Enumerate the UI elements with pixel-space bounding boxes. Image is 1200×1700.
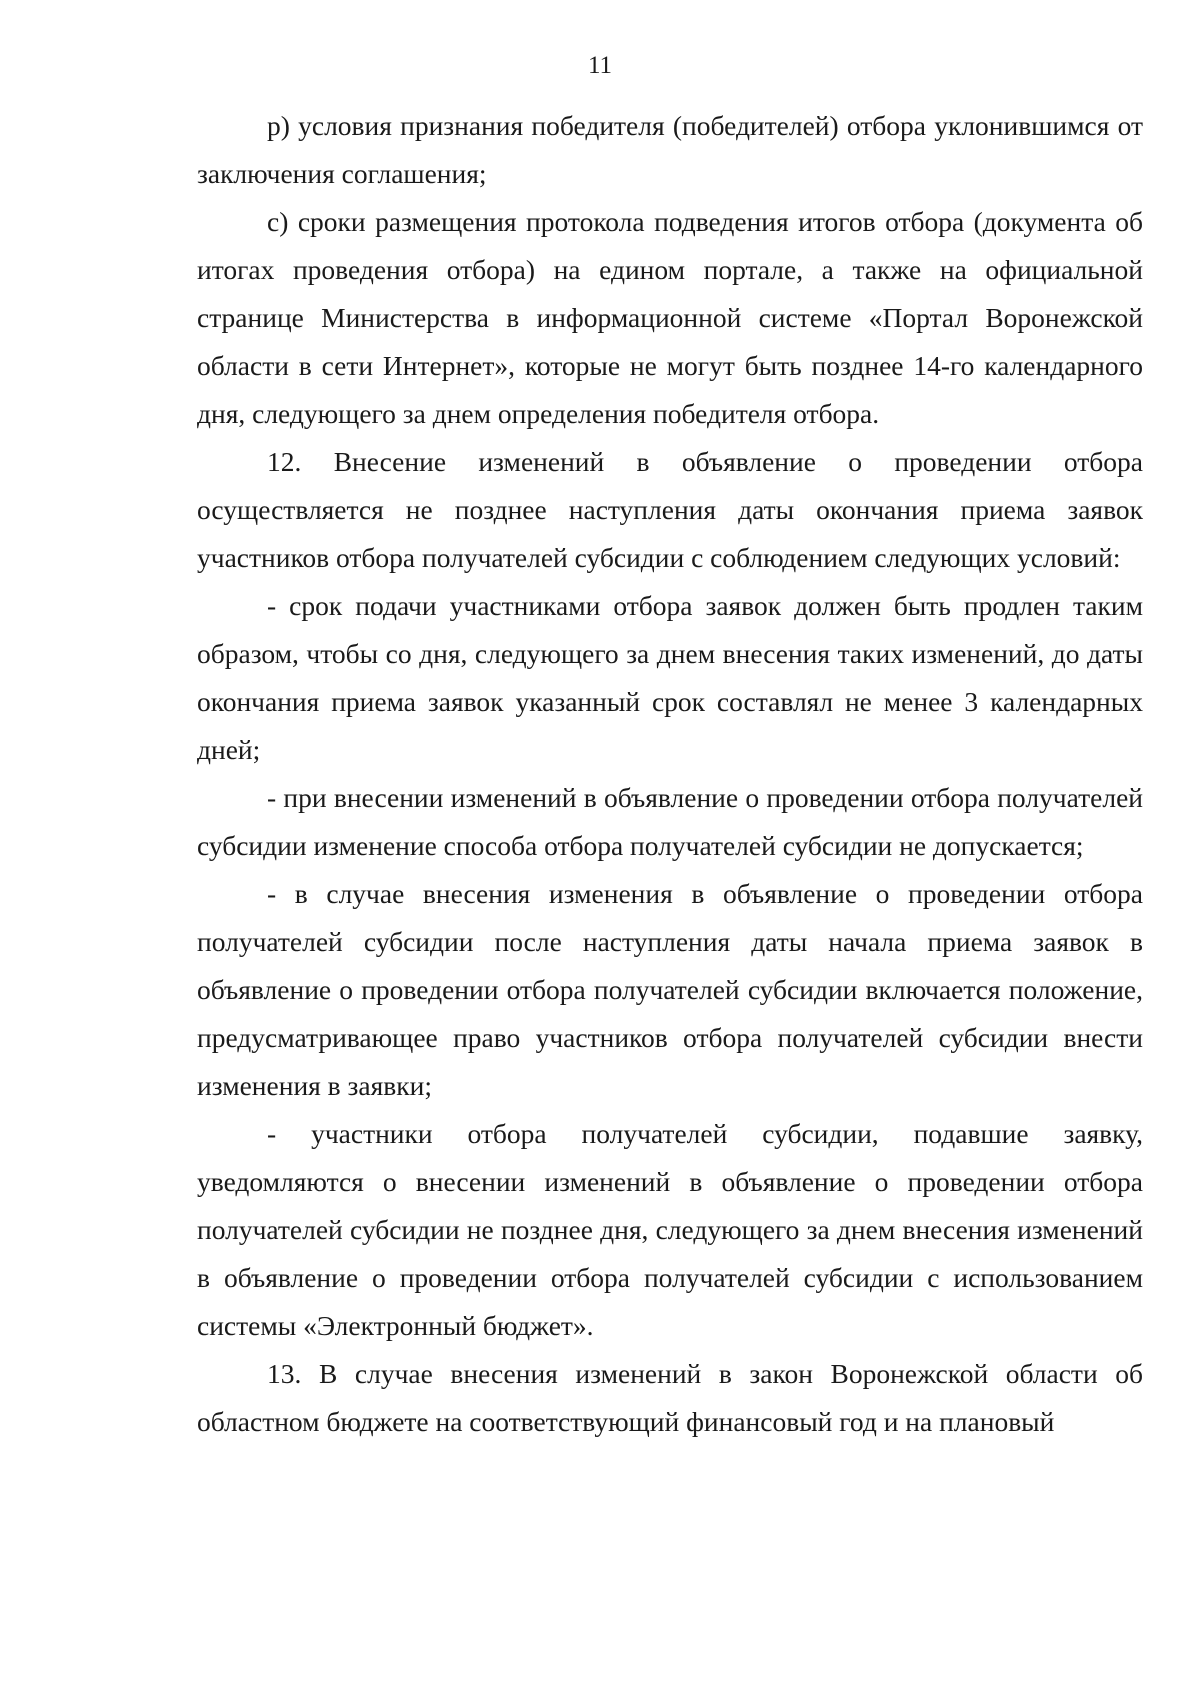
document-body (197, 102, 1143, 1446)
paragraph-bullet-2: - при внесении изменений в объявление о проведении отбора получателей субсидии изменение способа отбора получателей субсидии не допускается; (197, 782, 1143, 861)
paragraph-13: 13. В случае внесения изменений в закон Воронежской области об областном бюджете на соответствующий финансовый год и на плановый (197, 1358, 1143, 1437)
paragraph-12: 12. Внесение изменений в объявление о проведении отбора осуществляется не позднее наступления даты окончания приема заявок участников отбора получателей субсидии с соблюдением следующих условий: (197, 446, 1143, 573)
paragraph-s: с) сроки размещения протокола подведения итогов отбора (документа об итогах проведения отбора) на едином портале, а также на официальной странице Министерства в информационной системе «Портал Воронежской области в сети Интернет», которые не могут быть позднее 14-го календарного дня, следующего за днем определения победителя отбора. (197, 206, 1143, 429)
paragraph-r: р) условия признания победителя (победителей) отбора уклонившимся от заключения соглашения; (197, 110, 1143, 189)
paragraph-bullet-3: - в случае внесения изменения в объявление о проведении отбора получателей субсидии после наступления даты начала приема заявок в объявление о проведении отбора получателей субсидии включается положение, предусматривающее право участников отбора получателей субсидии внести изменения в заявки; (197, 878, 1143, 1101)
page-number: 11 (587, 52, 613, 79)
paragraph-bullet-4: - участники отбора получателей субсидии, подавшие заявку, уведомляются о внесении изменений в объявление о проведении отбора получателей субсидии не позднее дня, следующего за днем внесения изменений в объявление о проведении отбора получателей субсидии с использованием системы «Электронный бюджет». (197, 1118, 1143, 1341)
paragraph-bullet-1: - срок подачи участниками отбора заявок должен быть продлен таким образом, чтобы со дня, следующего за днем внесения таких изменений, до даты окончания приема заявок указанный срок составлял не менее 3 календарных дней; (197, 590, 1143, 765)
